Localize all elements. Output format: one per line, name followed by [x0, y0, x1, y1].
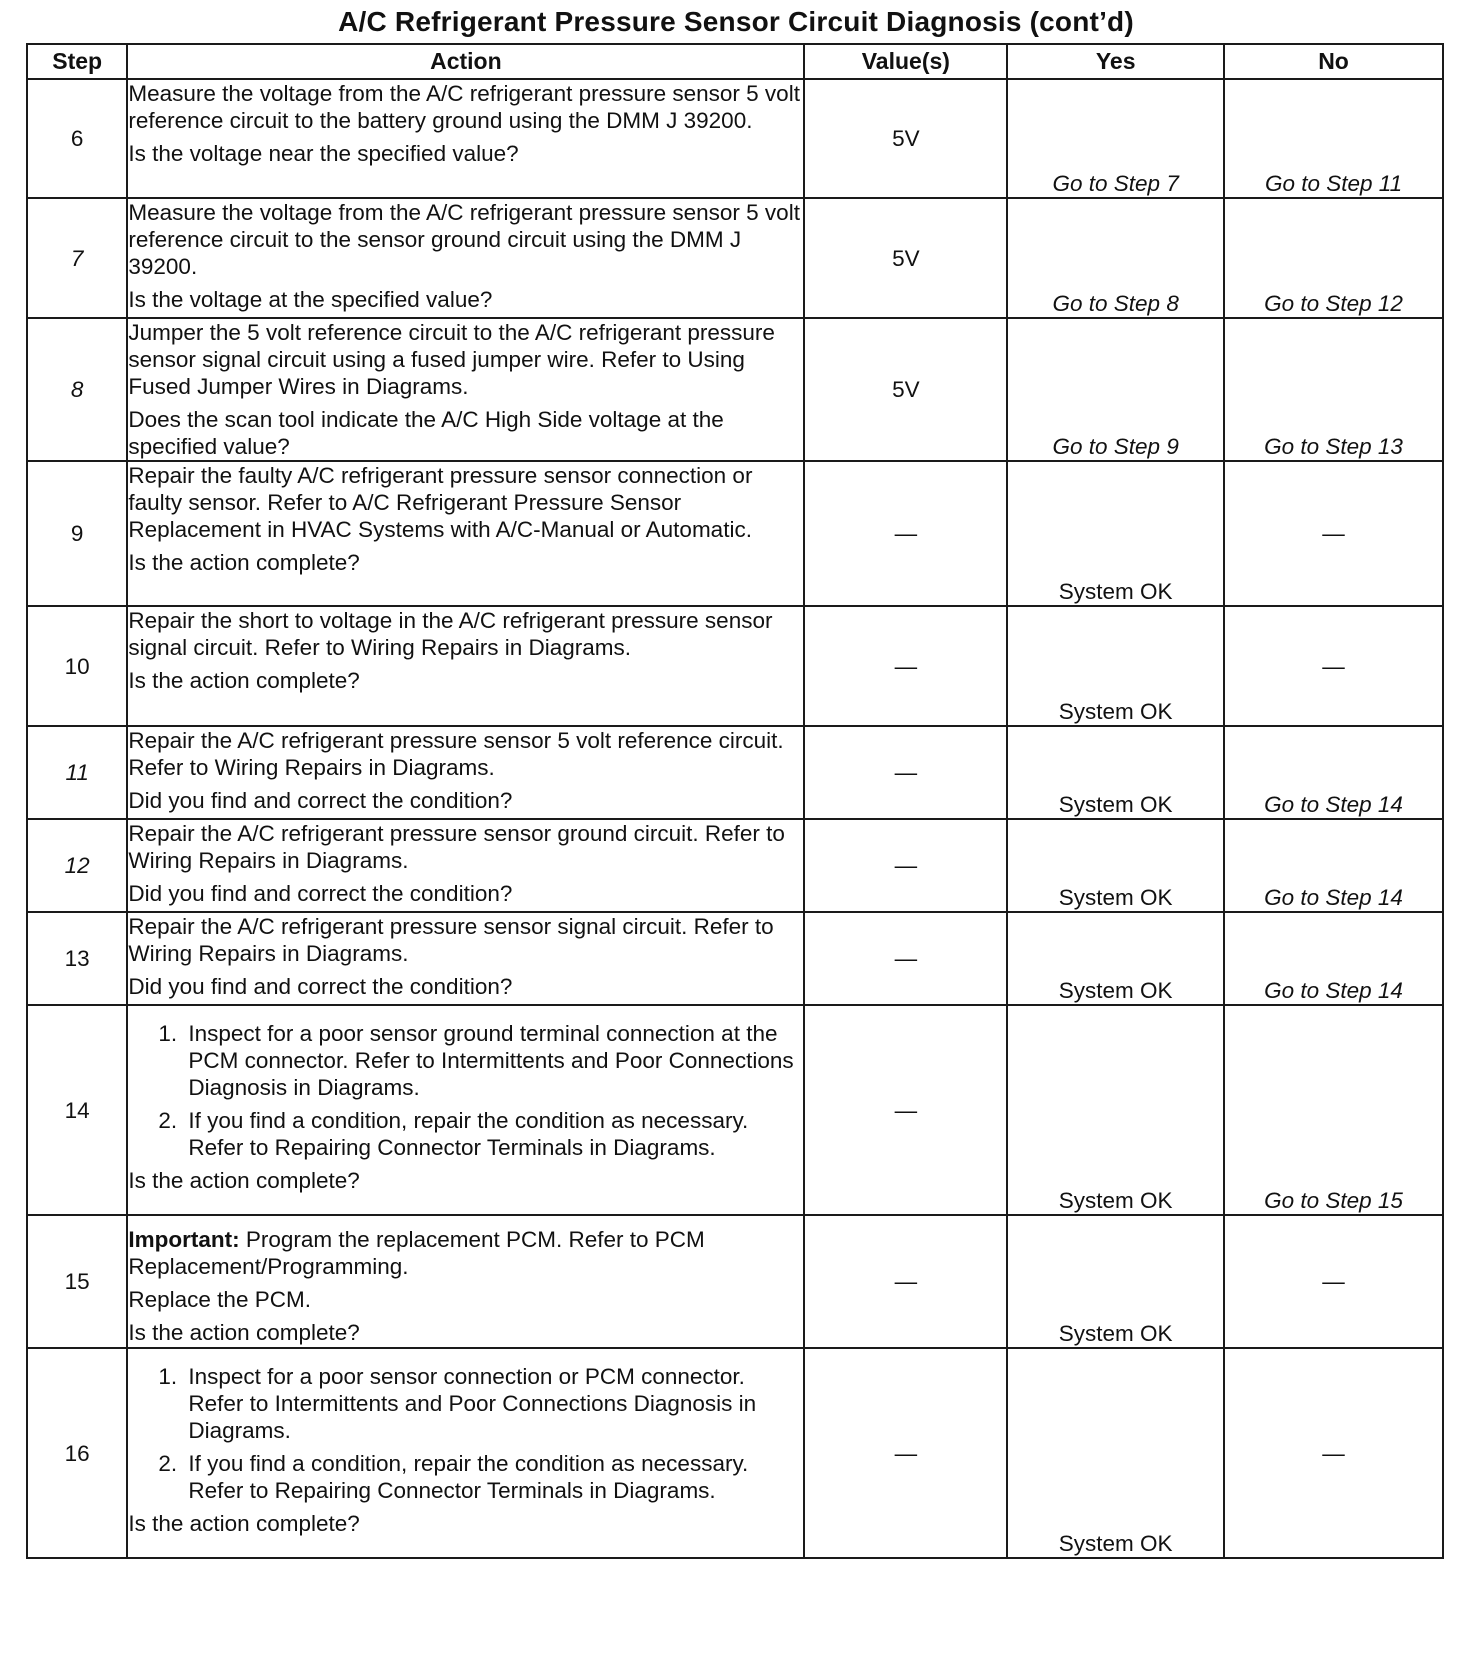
yes-cell: Go to Step 7	[1007, 79, 1224, 198]
action-question: Is the action complete?	[128, 550, 360, 575]
list-item: 1. Inspect for a poor sensor connection or PCM connector. Refer to Intermittents and Poor Connections Diagnosis in Diagrams.	[158, 1364, 757, 1443]
value-cell: —	[804, 912, 1007, 1005]
action-cell	[127, 606, 804, 726]
value-cell: 5V	[804, 198, 1007, 318]
page-title: A/C Refrigerant Pressure Sensor Circuit Diagnosis (cont’d)	[338, 6, 1134, 37]
diagnosis-table	[26, 43, 1444, 1559]
step-number: 13	[27, 912, 127, 1005]
value-cell: 5V	[804, 79, 1007, 198]
action-cell	[127, 1005, 804, 1215]
no-cell: Go to Step 11	[1224, 79, 1443, 198]
action-text: Repair the faulty A/C refrigerant pressure sensor connection or faulty sensor. Refer to A/C Refrigerant Pressure Sensor Replacement in HVAC Systems with A/C-Manual or Automatic.	[128, 463, 753, 542]
list-item: 2. If you find a condition, repair the condition as necessary. Refer to Repairing Connector Terminals in Diagrams.	[158, 1108, 749, 1160]
important-text: Program the replacement PCM. Refer to PCM Replacement/Programming.	[128, 1227, 705, 1279]
action-question: Is the action complete?	[128, 1320, 360, 1345]
no-cell: Go to Step 14	[1224, 819, 1443, 912]
important-label: Important:	[128, 1227, 240, 1252]
no-cell: Go to Step 14	[1224, 912, 1443, 1005]
table-row	[27, 1005, 1443, 1215]
table-row	[27, 461, 1443, 606]
action-cell	[127, 1348, 804, 1558]
header-values: Value(s)	[804, 44, 1007, 79]
value-cell: —	[804, 1215, 1007, 1348]
table-row	[27, 318, 1443, 461]
list-item-text: If you find a condition, repair the condition as necessary. Refer to Repairing Connector Terminals in Diagrams.	[188, 1451, 749, 1503]
action-question: Is the voltage at the specified value?	[128, 287, 493, 312]
action-question: Does the scan tool indicate the A/C High Side voltage at the specified value?	[128, 407, 724, 459]
action-question: Is the action complete?	[128, 1511, 360, 1536]
yes-cell: System OK	[1007, 1215, 1224, 1348]
step-number: 9	[27, 461, 127, 606]
step-number: 15	[27, 1215, 127, 1348]
action-cell	[127, 726, 804, 819]
table-row	[27, 1348, 1443, 1558]
list-item-text: If you find a condition, repair the condition as necessary. Refer to Repairing Connector Terminals in Diagrams.	[188, 1108, 749, 1160]
action-cell	[127, 912, 804, 1005]
action-text: Measure the voltage from the A/C refrigerant pressure sensor 5 volt reference circuit to the battery ground using the DMM J 39200.	[128, 81, 800, 133]
action-question: Did you find and correct the condition?	[128, 881, 513, 906]
action-question: Is the voltage near the specified value?	[128, 141, 519, 166]
value-cell: —	[804, 461, 1007, 606]
action-text: Measure the voltage from the A/C refrigerant pressure sensor 5 volt reference circuit to the sensor ground circuit using the DMM J 39200.	[128, 200, 800, 279]
header-row	[27, 44, 1443, 79]
yes-cell: System OK	[1007, 1348, 1224, 1558]
list-item-text: Inspect for a poor sensor connection or PCM connector. Refer to Intermittents and Poor Connections Diagnosis in Diagrams.	[188, 1364, 757, 1443]
value-cell: —	[804, 1348, 1007, 1558]
list-item: 2. If you find a condition, repair the condition as necessary. Refer to Repairing Connector Terminals in Diagrams.	[158, 1451, 749, 1503]
header-yes: Yes	[1007, 44, 1224, 79]
step-number: 6	[27, 79, 127, 198]
table-row	[27, 606, 1443, 726]
action-cell	[127, 1215, 804, 1348]
step-number: 10	[27, 606, 127, 726]
action-question: Did you find and correct the condition?	[128, 788, 513, 813]
action-question: Is the action complete?	[128, 1168, 360, 1193]
step-number: 7	[27, 198, 127, 318]
value-cell: —	[804, 726, 1007, 819]
yes-cell: System OK	[1007, 819, 1224, 912]
important-note	[128, 1226, 803, 1280]
action-cell	[127, 318, 804, 461]
no-cell: Go to Step 13	[1224, 318, 1443, 461]
yes-cell: Go to Step 8	[1007, 198, 1224, 318]
action-text: Repair the short to voltage in the A/C refrigerant pressure sensor signal circuit. Refer to Wiring Repairs in Diagrams.	[128, 608, 773, 660]
step-number: 8	[27, 318, 127, 461]
no-cell: Go to Step 14	[1224, 726, 1443, 819]
step-number: 12	[27, 819, 127, 912]
table-row	[27, 1215, 1443, 1348]
table-row	[27, 726, 1443, 819]
no-cell: Go to Step 15	[1224, 1005, 1443, 1215]
action-text: Replace the PCM.	[128, 1287, 311, 1312]
action-question: Is the action complete?	[128, 668, 360, 693]
yes-cell: System OK	[1007, 461, 1224, 606]
value-cell: —	[804, 606, 1007, 726]
no-cell: —	[1224, 606, 1443, 726]
list-item: 1. Inspect for a poor sensor ground terminal connection at the PCM connector. Refer to Intermittents and Poor Connections Diagnosis in Diagrams.	[158, 1021, 794, 1100]
yes-cell: System OK	[1007, 606, 1224, 726]
no-cell: —	[1224, 1348, 1443, 1558]
action-cell	[127, 461, 804, 606]
header-action: Action	[127, 44, 804, 79]
table-row	[27, 819, 1443, 912]
value-cell: —	[804, 819, 1007, 912]
step-number: 11	[27, 726, 127, 819]
value-cell: 5V	[804, 318, 1007, 461]
table-row	[27, 912, 1443, 1005]
list-item-text: Inspect for a poor sensor ground terminal connection at the PCM connector. Refer to Intermittents and Poor Connections Diagnosis in Diagrams.	[188, 1021, 794, 1100]
header-no: No	[1224, 44, 1443, 79]
value-cell: —	[804, 1005, 1007, 1215]
action-text: Repair the A/C refrigerant pressure sensor ground circuit. Refer to Wiring Repairs in Diagrams.	[128, 821, 785, 873]
no-cell: Go to Step 12	[1224, 198, 1443, 318]
table-row	[27, 198, 1443, 318]
step-number: 14	[27, 1005, 127, 1215]
action-text: Repair the A/C refrigerant pressure sensor signal circuit. Refer to Wiring Repairs in Diagrams.	[128, 914, 774, 966]
no-cell: —	[1224, 1215, 1443, 1348]
action-cell	[127, 198, 804, 318]
header-step: Step	[27, 44, 127, 79]
yes-cell: System OK	[1007, 912, 1224, 1005]
action-cell	[127, 819, 804, 912]
no-cell: —	[1224, 461, 1443, 606]
action-question: Did you find and correct the condition?	[128, 974, 513, 999]
yes-cell: Go to Step 9	[1007, 318, 1224, 461]
yes-cell: System OK	[1007, 726, 1224, 819]
table-row	[27, 79, 1443, 198]
yes-cell: System OK	[1007, 1005, 1224, 1215]
action-text: Repair the A/C refrigerant pressure sensor 5 volt reference circuit. Refer to Wiring Repairs in Diagrams.	[128, 728, 784, 780]
step-number: 16	[27, 1348, 127, 1558]
action-text: Jumper the 5 volt reference circuit to the A/C refrigerant pressure sensor signal circuit using a fused jumper wire. Refer to Using Fused Jumper Wires in Diagrams.	[128, 320, 775, 399]
action-cell	[127, 79, 804, 198]
